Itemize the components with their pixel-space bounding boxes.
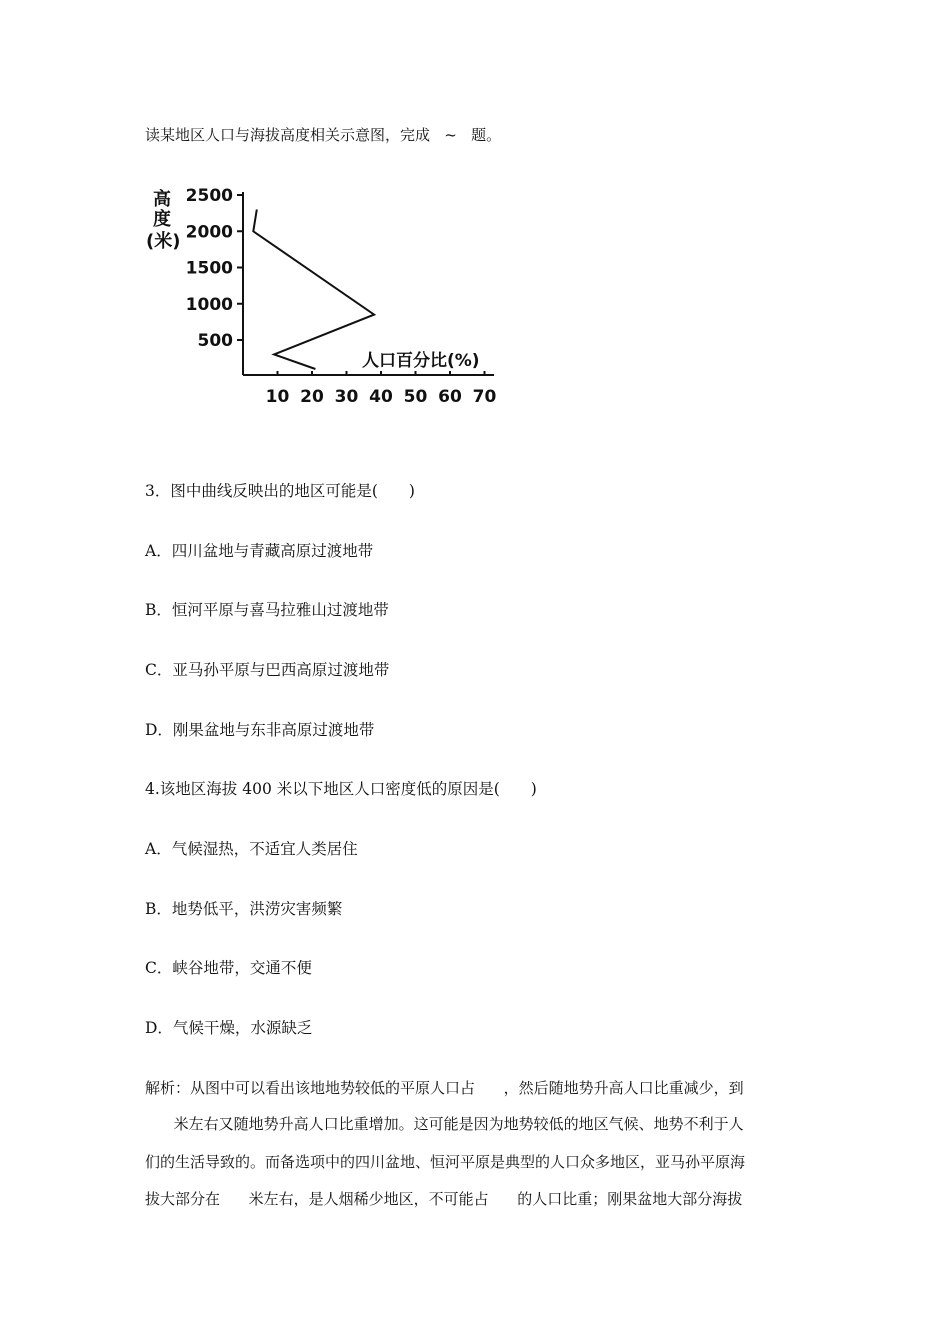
q3-option-d: D．刚果盆地与东非高原过渡地带 bbox=[145, 721, 375, 739]
y-axis-title bbox=[146, 188, 180, 252]
q4-option-d: D．气候干燥，水源缺乏 bbox=[145, 1019, 313, 1037]
population-curve bbox=[253, 210, 374, 370]
q4-stem: 4.该地区海拔 400 米以下地区人口密度低的原因是( ) bbox=[145, 780, 537, 798]
q4-option-b: B．地势低平，洪涝灾害频繁 bbox=[145, 900, 343, 918]
q4-option-a: A．气候湿热，不适宜人类居住 bbox=[145, 840, 358, 858]
y-tick-label: 2500 bbox=[185, 186, 233, 206]
x-tick-label: 70 bbox=[472, 387, 497, 407]
solution-line-1: 解析：从图中可以看出该地地势较低的平原人口占 ，然后随地势升高人口比重减少，到 bbox=[145, 1079, 744, 1097]
y-axis-title-line-2: 度 bbox=[153, 209, 171, 230]
x-tick-label: 10 bbox=[265, 387, 290, 407]
y-ticks bbox=[186, 186, 243, 351]
solution-line-3: 们的生活导致的。而备选项中的四川盆地、恒河平原是典型的人口众多地区，亚马孙平原海 bbox=[145, 1153, 746, 1171]
y-tick-label: 1500 bbox=[185, 258, 233, 279]
y-axis-title-line-3: (米) bbox=[146, 231, 181, 252]
y-tick-label: 1000 bbox=[185, 294, 233, 315]
y-axis-title-line-1: 高 bbox=[153, 189, 171, 210]
x-tick-label: 30 bbox=[334, 387, 359, 407]
y-tick-label: 2000 bbox=[185, 222, 233, 243]
x-ticks bbox=[266, 371, 497, 407]
solution-line-2: 米左右又随地势升高人口比重增加。这可能是因为地势较低的地区气候、地势不利于人 bbox=[145, 1115, 744, 1133]
x-tick-label: 50 bbox=[403, 387, 428, 407]
x-axis-title: 人口百分比(%) bbox=[362, 351, 480, 371]
population-altitude-chart bbox=[140, 175, 510, 420]
q3-option-a: A．四川盆地与青藏高原过渡地带 bbox=[145, 542, 374, 560]
q3-stem: 3．图中曲线反映出的地区可能是( ) bbox=[145, 482, 415, 500]
q3-option-c: C．亚马孙平原与巴西高原过渡地带 bbox=[145, 661, 390, 679]
intro-text: 读某地区人口与海拔高度相关示意图，完成 ~ 题。 bbox=[145, 126, 502, 144]
x-tick-label: 60 bbox=[438, 387, 462, 407]
q3-option-b: B．恒河平原与喜马拉雅山过渡地带 bbox=[145, 601, 389, 619]
y-tick-label: 500 bbox=[197, 331, 233, 351]
x-tick-label: 20 bbox=[300, 387, 324, 407]
x-tick-label: 40 bbox=[369, 387, 393, 407]
q4-option-c: C．峡谷地带，交通不便 bbox=[145, 959, 312, 977]
solution-line-4: 拔大部分在 米左右，是人烟稀少地区，不可能占 的人口比重；刚果盆地大部分海拔 bbox=[145, 1190, 743, 1208]
